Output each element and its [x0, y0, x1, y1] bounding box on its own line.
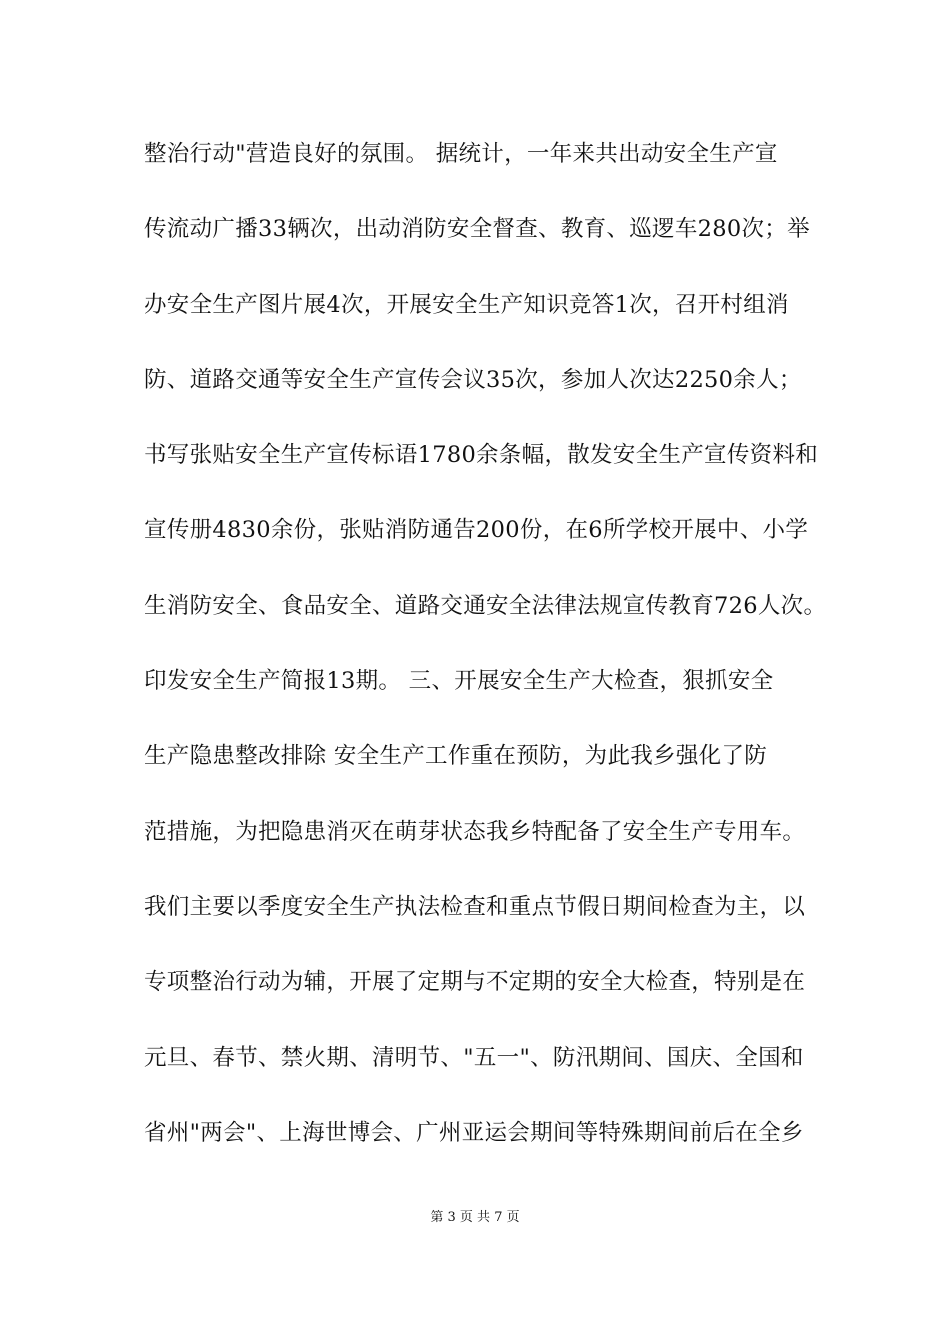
text-line: 整治行动"营造良好的氛围。 据统计，一年来共出动安全生产宣	[144, 141, 778, 167]
text-line: 生产隐患整改排除 安全生产工作重在预防，为此我乡强化了防	[144, 743, 768, 770]
text-line: 办安全生产图片展4次，开展安全生产知识竞答1次，召开村组消	[144, 291, 789, 318]
text-line: 元旦、春节、禁火期、清明节、"五一"、防汛期间、国庆、全国和	[144, 1044, 804, 1071]
text-line: 省州"两会"、上海世博会、广州亚运会期间等特殊期间前后在全乡	[144, 1119, 804, 1146]
text-line: 传流动广播33辆次，出动消防安全督查、教育、巡逻车280次；举	[144, 216, 810, 243]
text-line: 生消防安全、食品安全、道路交通安全法律法规宣传教育726人次。	[144, 592, 827, 619]
text-line: 我们主要以季度安全生产执法检查和重点节假日期间检查为主，以	[144, 893, 806, 920]
text-line: 防、道路交通等安全生产宣传会议35次，参加人次达2250余人；	[144, 366, 802, 393]
text-line: 范措施，为把隐患消灭在萌芽状态我乡特配备了安全生产专用车。	[144, 818, 806, 845]
text-line: 宣传册4830余份，张贴消防通告200份，在6所学校开展中、小学	[144, 517, 809, 544]
text-line: 专项整治行动为辅，开展了定期与不定期的安全大检查，特别是在	[144, 969, 806, 996]
text-line: 书写张贴安全生产宣传标语1780余条幅，散发安全生产宣传资料和	[144, 442, 819, 469]
text-line: 印发安全生产简报13期。 三、开展安全生产大检查，狠抓安全	[144, 668, 774, 695]
body-text	[144, 132, 827, 1186]
page-number-footer: 第 3 页 共 7 页	[430, 1210, 520, 1225]
